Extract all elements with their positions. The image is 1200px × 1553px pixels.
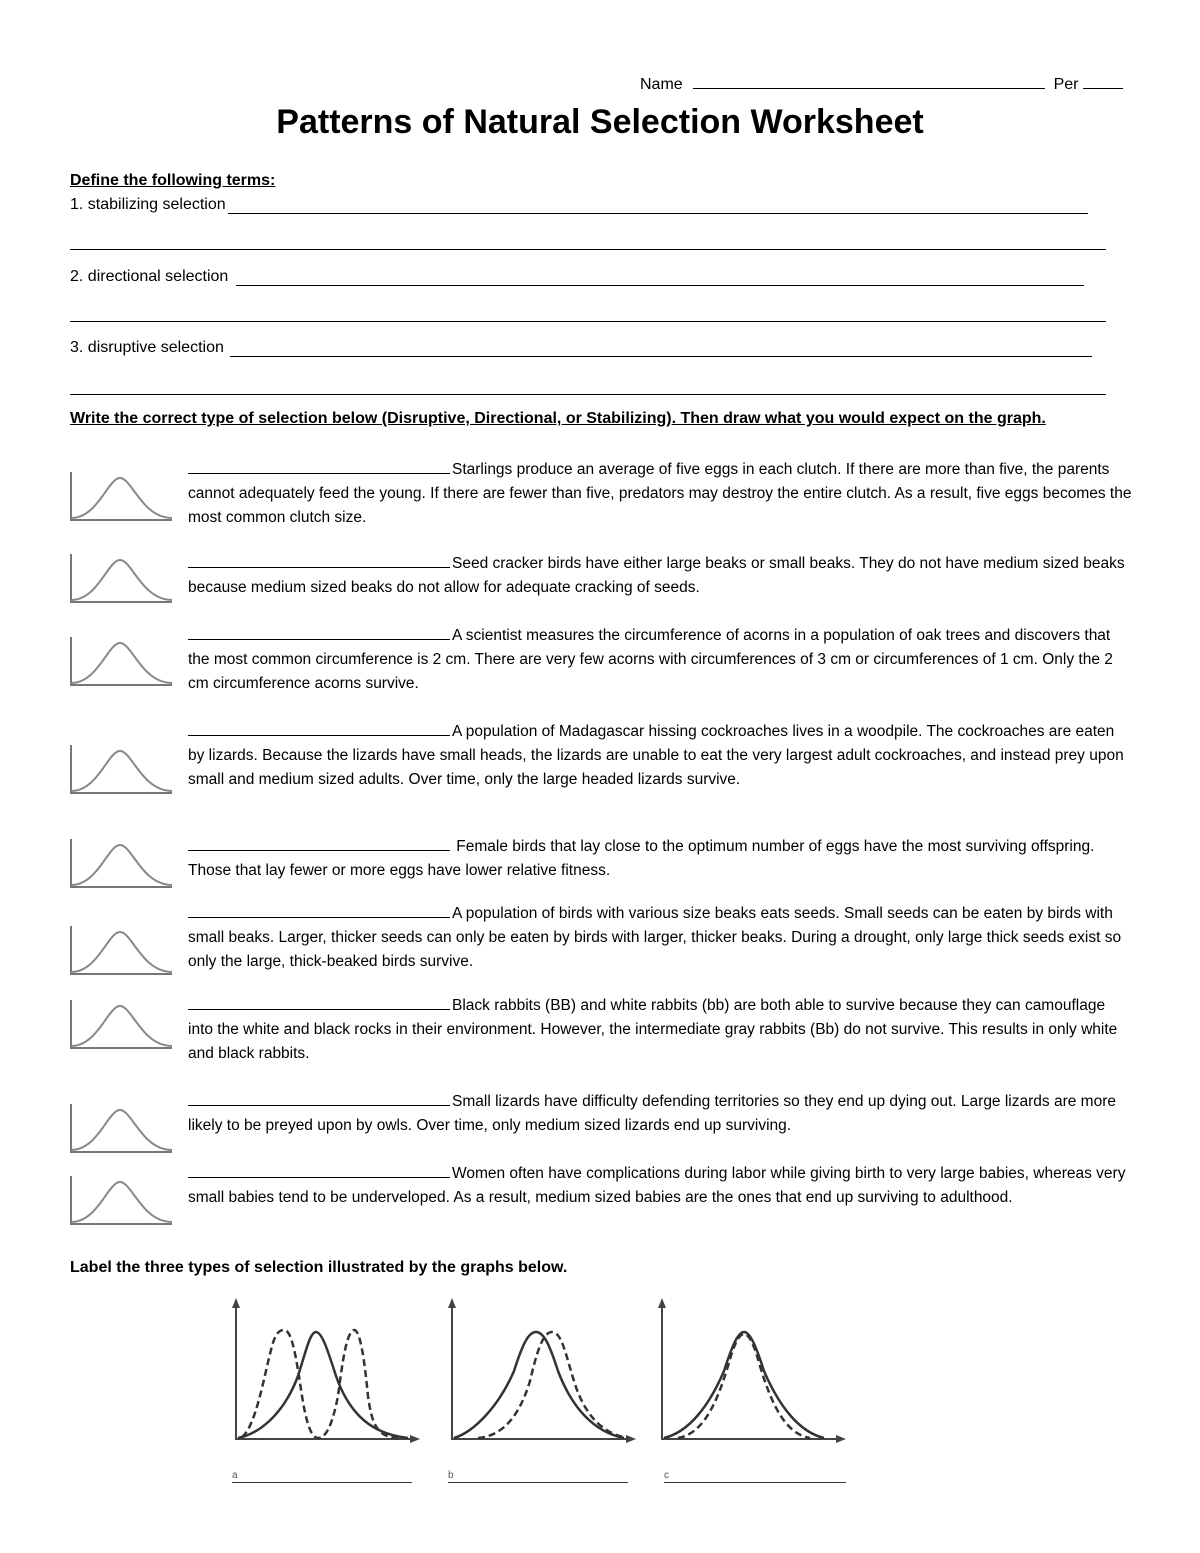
term-label: 1. stabilizing selection bbox=[70, 196, 226, 213]
question-item bbox=[188, 902, 1133, 974]
question-text: Seed cracker birds have either large beaks or small beaks. They do not have medium sized beaks because medium sized beaks do not allow for adequate cracking of seeds. bbox=[188, 555, 1125, 596]
name-label: Name bbox=[640, 76, 683, 93]
bell-curve-icon[interactable] bbox=[68, 922, 174, 978]
term-stabilizing bbox=[70, 196, 1088, 214]
label-section-heading: Label the three types of selection illustrated by the graphs below. bbox=[70, 1259, 568, 1276]
definition-field[interactable] bbox=[236, 270, 1084, 286]
graph-answer-line[interactable] bbox=[232, 1482, 412, 1483]
y-axis-arrow-icon bbox=[232, 1298, 240, 1308]
term-directional bbox=[70, 268, 1084, 286]
answer-field[interactable] bbox=[188, 458, 450, 474]
answer-field[interactable] bbox=[188, 1162, 450, 1178]
definition-line[interactable] bbox=[70, 249, 1106, 250]
question-item bbox=[188, 835, 1133, 883]
question-text: A population of Madagascar hissing cockroaches lives in a woodpile. The cockroaches are eaten by lizards. Because the lizards have small heads, the lizards are unable to eat the very largest adult cockroaches, and instead prey upon small and medium sized adults. Over time, only the large headed lizards survive. bbox=[188, 723, 1124, 788]
selected-curve bbox=[678, 1334, 810, 1438]
definition-field[interactable] bbox=[230, 341, 1092, 357]
page-title: Patterns of Natural Selection Worksheet bbox=[276, 103, 924, 141]
definition-line[interactable] bbox=[70, 394, 1106, 395]
x-axis-arrow-icon bbox=[836, 1435, 846, 1443]
graph-answer-line[interactable] bbox=[448, 1482, 628, 1483]
question-text: Starlings produce an average of five eggs in each clutch. If there are more than five, the parents cannot adequately feed the young. If there are fewer than five, predators may destroy the entire clutch. As a result, five eggs becomes the most common clutch size. bbox=[188, 461, 1132, 526]
question-text: A population of birds with various size beaks eats seeds. Small seeds can be eaten by birds with small beaks. Larger, thicker seeds can only be eaten by birds with larger, thicker beaks. During a drought, only large thick seeds exist so only the large, thick-beaked birds survive. bbox=[188, 905, 1122, 970]
question-item bbox=[188, 994, 1133, 1066]
definition-field[interactable] bbox=[228, 198, 1088, 214]
term-label: 3. disruptive selection bbox=[70, 339, 224, 356]
question-text: Women often have complications during labor while giving birth to very large babies, whereas very small babies tend to be underveloped. As a result, medium sized babies are the ones that end up surviving to adulthood. bbox=[188, 1165, 1126, 1206]
name-per-line bbox=[640, 74, 1123, 94]
bell-curve-icon[interactable] bbox=[68, 1100, 174, 1156]
question-text: Female birds that lay close to the optimum number of eggs have the most surviving offspring. Those that lay fewer or more eggs have lower relative fitness. bbox=[188, 838, 1095, 879]
question-text: Small lizards have difficulty defending territories so they end up dying out. Large lizards are more likely to be preyed upon by owls. Over time, only medium sized lizards end up surviving. bbox=[188, 1093, 1116, 1134]
answer-field[interactable] bbox=[188, 720, 450, 736]
answer-field[interactable] bbox=[188, 1090, 450, 1106]
period-field[interactable] bbox=[1083, 74, 1123, 89]
answer-field[interactable] bbox=[188, 835, 450, 851]
answer-field[interactable] bbox=[188, 994, 450, 1010]
original-curve bbox=[664, 1332, 824, 1438]
bell-curve-icon[interactable] bbox=[68, 835, 174, 891]
answer-field[interactable] bbox=[188, 624, 450, 640]
question-item bbox=[188, 624, 1133, 696]
graph-letter: a bbox=[232, 1470, 238, 1481]
selection-graph-b bbox=[444, 1296, 640, 1448]
per-label: Per bbox=[1053, 76, 1079, 93]
question-item bbox=[188, 1090, 1133, 1138]
question-text: Black rabbits (BB) and white rabbits (bb) are both able to survive because they can camouflage into the white and black rocks in their environment. However, the intermediate gray rabbits (Bb) do not survive. This results in only white and black rabbits. bbox=[188, 997, 1118, 1062]
definitions-heading: Define the following terms: bbox=[70, 172, 276, 189]
bell-curve-icon[interactable] bbox=[68, 633, 174, 689]
x-axis-arrow-icon bbox=[410, 1435, 420, 1443]
selection-graph-c bbox=[654, 1296, 850, 1448]
question-item bbox=[188, 552, 1133, 600]
selected-curve bbox=[242, 1330, 398, 1438]
graph-label-b bbox=[448, 1470, 628, 1486]
bell-curve-icon[interactable] bbox=[68, 468, 174, 524]
name-field[interactable] bbox=[693, 74, 1045, 89]
selected-curve bbox=[478, 1332, 628, 1438]
answer-field[interactable] bbox=[188, 552, 450, 568]
y-axis-arrow-icon bbox=[448, 1298, 456, 1308]
answer-field[interactable] bbox=[188, 902, 450, 918]
term-label: 2. directional selection bbox=[70, 268, 229, 285]
definition-line[interactable] bbox=[70, 321, 1106, 322]
selection-graph-a bbox=[228, 1296, 424, 1448]
graph-letter: c bbox=[664, 1470, 669, 1481]
bell-curve-icon[interactable] bbox=[68, 741, 174, 797]
question-text: A scientist measures the circumference of acorns in a population of oak trees and discovers that the most common circumference is 2 cm. There are very few acorns with circumferences of 3 cm or circumferences of 1 cm. Only the 2 cm circumference acorns survive. bbox=[188, 627, 1113, 692]
graph-label-c bbox=[664, 1470, 846, 1486]
graph-label-a bbox=[232, 1470, 412, 1486]
y-axis-arrow-icon bbox=[658, 1298, 666, 1308]
term-disruptive bbox=[70, 339, 1092, 357]
graph-letter: b bbox=[448, 1470, 454, 1481]
question-item bbox=[188, 1162, 1133, 1210]
instructions: Write the correct type of selection below (Disruptive, Directional, or Stabilizing). Then draw what you would expect on the graph. bbox=[70, 410, 1046, 427]
question-item bbox=[188, 720, 1133, 792]
bell-curve-icon[interactable] bbox=[68, 1172, 174, 1228]
bell-curve-icon[interactable] bbox=[68, 550, 174, 606]
graph-answer-line[interactable] bbox=[664, 1482, 846, 1483]
question-item bbox=[188, 458, 1133, 530]
bell-curve-icon[interactable] bbox=[68, 996, 174, 1052]
